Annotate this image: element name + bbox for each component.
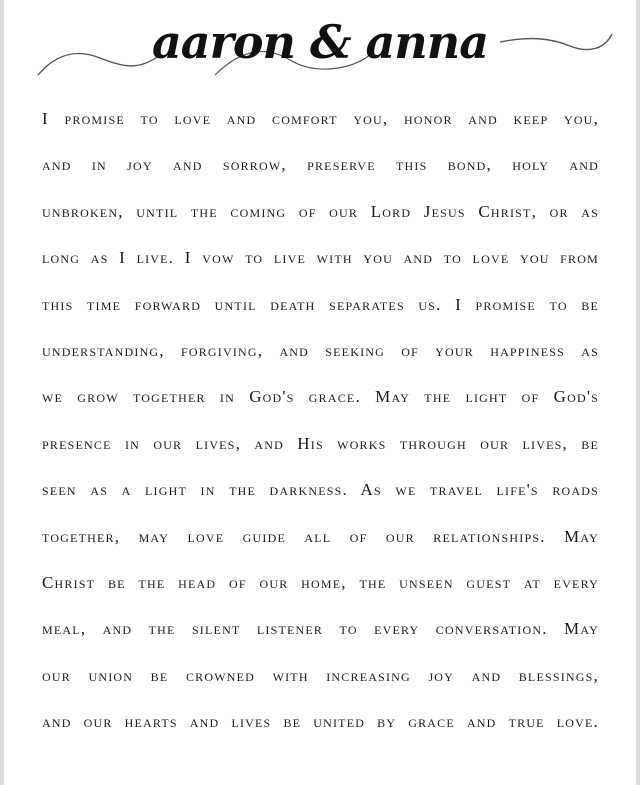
- title-header: [0, 0, 640, 90]
- vow-line: and in joy and sorrow, preserve this bond, holy and: [42, 155, 599, 175]
- vow-line: together, may love guide all of our relationships. May: [42, 526, 599, 546]
- vow-line: Christ be the head of our home, the unseen guest at every: [42, 572, 599, 592]
- vow-line: this time forward until death separates us. I promise to be: [42, 294, 599, 314]
- vow-line: seen as a light in the darkness. As we travel life's roads: [42, 480, 599, 500]
- vow-line: long as I live. I vow to live with you and to love you from: [42, 248, 599, 268]
- vow-line: we grow together in God's grace. May the light of God's: [42, 387, 599, 407]
- vow-line: presence in our lives, and His works through our lives, be: [42, 433, 599, 453]
- vow-line: I promise to love and comfort you, honor and keep you,: [42, 109, 599, 128]
- page-edge-right: [636, 0, 640, 785]
- couple-names-title: aaron & anna: [151, 15, 489, 69]
- vow-line: meal, and the silent listener to every conversation. May: [42, 619, 599, 639]
- vow-line-last: and our hearts and lives be united by grace and true love.: [42, 712, 599, 732]
- vow-line: our union be crowned with increasing joy and blessings,: [42, 665, 599, 685]
- vow-line: unbroken, until the coming of our Lord Jesus Christ, or as: [42, 201, 599, 221]
- page-edge-left: [0, 0, 4, 785]
- vows-text-block: [42, 104, 599, 753]
- vow-line: understanding, forgiving, and seeking of your happiness as: [42, 340, 599, 360]
